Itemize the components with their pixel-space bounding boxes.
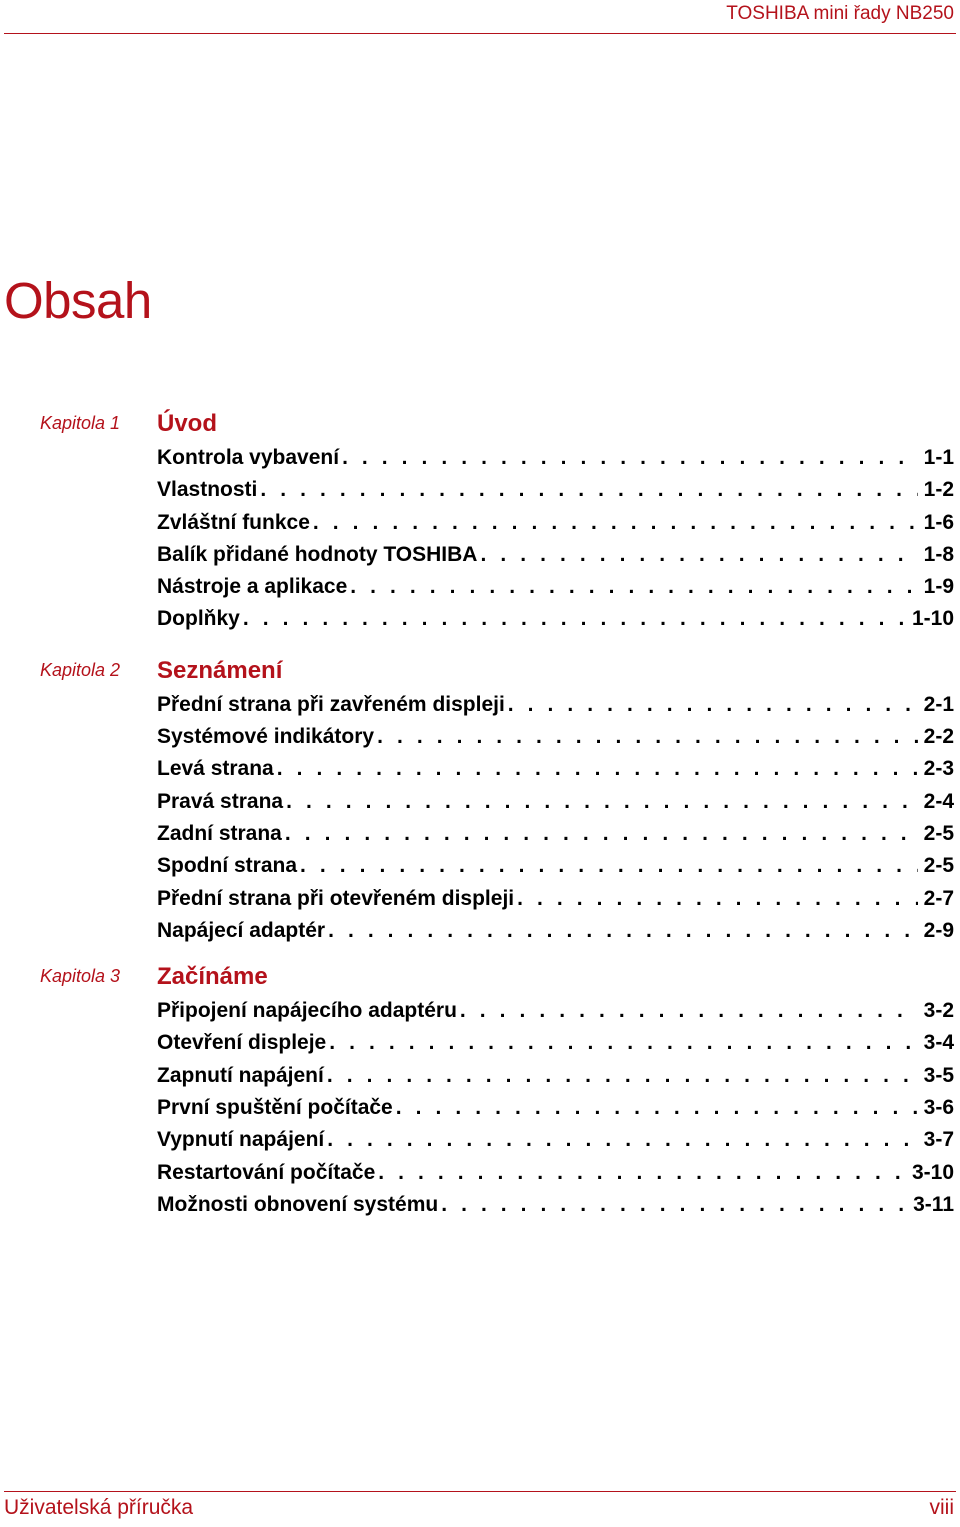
dot-leader	[350, 571, 917, 603]
running-header-title: TOSHIBA mini řady NB250	[726, 3, 954, 24]
toc-entry-text: Vlastnosti	[157, 478, 258, 502]
toc-entry[interactable]	[157, 721, 954, 753]
toc-entry[interactable]	[157, 507, 954, 539]
toc-entry[interactable]	[157, 1027, 954, 1059]
dot-leader	[342, 442, 918, 474]
dot-leader	[517, 883, 918, 915]
toc-entry[interactable]	[157, 786, 954, 818]
toc-entry-text: Přední strana při otevřeném displeji	[157, 886, 515, 910]
toc-entry-text: Možnosti obnovení systému	[157, 1192, 439, 1216]
dot-leader	[480, 539, 917, 571]
toc-entry-text: Pravá strana	[157, 789, 284, 813]
toc-entry-text: Balík přidané hodnoty TOSHIBA	[157, 542, 478, 566]
toc-entry-text: Zvláštní funkce	[157, 510, 310, 534]
toc-entry-text: Přední strana při zavřeném displeji	[157, 692, 505, 716]
toc-entry-page: 2-5	[923, 821, 954, 845]
dot-leader	[313, 507, 918, 539]
dot-leader	[329, 1027, 917, 1059]
toc-entry-text: Restartování počítače	[157, 1160, 376, 1184]
toc-entry-page: 1-1	[923, 446, 954, 469]
toc-entry-page: 2-9	[923, 918, 954, 942]
toc-entry[interactable]	[157, 915, 954, 947]
toc-entry-text: Systémové indikátory	[157, 725, 375, 749]
dot-leader	[460, 995, 918, 1027]
dot-leader	[441, 1189, 907, 1221]
toc-entry-text: Otevření displeje	[157, 1031, 327, 1055]
toc-entry[interactable]	[157, 603, 954, 635]
toc-entry-text: Levá strana	[157, 757, 274, 781]
chapter-label: Kapitola 2	[40, 659, 121, 680]
toc-entry-page: 3-2	[923, 999, 954, 1023]
toc-entry-page: 3-10	[911, 1160, 954, 1184]
toc-entry-text: Napájecí adaptér	[157, 918, 326, 942]
toc-entry-text: Zadní strana	[157, 821, 282, 845]
dot-leader	[260, 474, 917, 506]
toc-entry-text: Nástroje a aplikace	[157, 575, 348, 599]
toc-entry-text: Doplňky	[157, 607, 240, 631]
chapter-label: Kapitola 3	[40, 966, 121, 987]
dot-leader	[277, 753, 918, 785]
toc-entry[interactable]	[157, 1157, 954, 1189]
toc-entry-page: 1-10	[911, 607, 954, 631]
page-title: Obsah	[4, 272, 152, 329]
toc-chapter-1	[0, 406, 960, 636]
dot-leader	[327, 1124, 917, 1156]
toc-entry-text: První spuštění počítače	[157, 1096, 393, 1120]
header-divider	[4, 33, 956, 34]
toc-entry[interactable]	[157, 1060, 954, 1092]
toc-entry[interactable]	[157, 1092, 954, 1124]
dot-leader	[327, 1060, 918, 1092]
table-of-contents	[0, 406, 960, 1221]
toc-entry-page: 3-7	[923, 1128, 954, 1152]
chapter-title[interactable]: Seznámení	[157, 656, 283, 684]
dot-leader	[285, 818, 918, 850]
toc-entry[interactable]	[157, 995, 954, 1027]
toc-entry-page: 2-7	[923, 886, 954, 910]
dot-leader	[328, 915, 918, 947]
toc-entry-page: 2-4	[923, 789, 954, 813]
toc-entry[interactable]	[157, 818, 954, 850]
toc-entry-page: 3-6	[923, 1096, 954, 1120]
chapter-label: Kapitola 1	[40, 413, 121, 433]
toc-entry-text: Připojení napájecího adaptéru	[157, 999, 457, 1023]
toc-entry-page: 3-4	[923, 1031, 954, 1055]
toc-chapter-2	[0, 653, 960, 947]
toc-entry[interactable]	[157, 883, 954, 915]
toc-entry-text: Vypnutí napájení	[157, 1128, 325, 1152]
toc-entry-page: 1-8	[923, 542, 954, 566]
toc-entry-page: 1-6	[923, 510, 954, 534]
toc-entry[interactable]	[157, 474, 954, 506]
dot-leader	[396, 1092, 918, 1124]
toc-entry[interactable]	[157, 571, 954, 603]
footer-document-title: Uživatelská příručka	[4, 1496, 194, 1519]
toc-entry-page: 3-5	[923, 1063, 954, 1087]
toc-entry-text: Kontrola vybavení	[157, 446, 340, 469]
toc-entry[interactable]	[157, 850, 954, 882]
toc-entry-text: Zapnutí napájení	[157, 1063, 324, 1087]
dot-leader	[377, 721, 918, 753]
toc-entry[interactable]	[157, 442, 954, 474]
toc-entry-page: 1-2	[923, 478, 954, 502]
footer-divider	[4, 1491, 956, 1492]
toc-entry[interactable]	[157, 753, 954, 785]
toc-chapter-3	[0, 959, 960, 1221]
dot-leader	[508, 689, 918, 721]
dot-leader	[243, 603, 906, 635]
chapter-spacer	[0, 640, 960, 653]
toc-entry-page: 3-11	[913, 1192, 954, 1216]
toc-entry[interactable]	[157, 539, 954, 571]
dot-leader	[378, 1157, 906, 1189]
footer-page-number: viii	[929, 1496, 954, 1519]
toc-entry-page: 2-1	[923, 692, 954, 716]
chapter-title[interactable]: Úvod	[157, 410, 217, 437]
toc-entry[interactable]	[157, 1124, 954, 1156]
toc-entry-page: 2-5	[923, 854, 954, 878]
toc-entry[interactable]	[157, 1189, 954, 1221]
toc-entry-page: 2-2	[923, 725, 954, 749]
chapter-spacer	[0, 947, 960, 959]
toc-entry-page: 2-3	[923, 757, 954, 781]
dot-leader	[300, 850, 918, 882]
toc-entry-page: 1-9	[923, 575, 954, 599]
dot-leader	[286, 786, 918, 818]
chapter-title[interactable]: Začínáme	[157, 963, 268, 991]
toc-entry-text: Spodní strana	[157, 854, 298, 878]
toc-entry[interactable]	[157, 689, 954, 721]
